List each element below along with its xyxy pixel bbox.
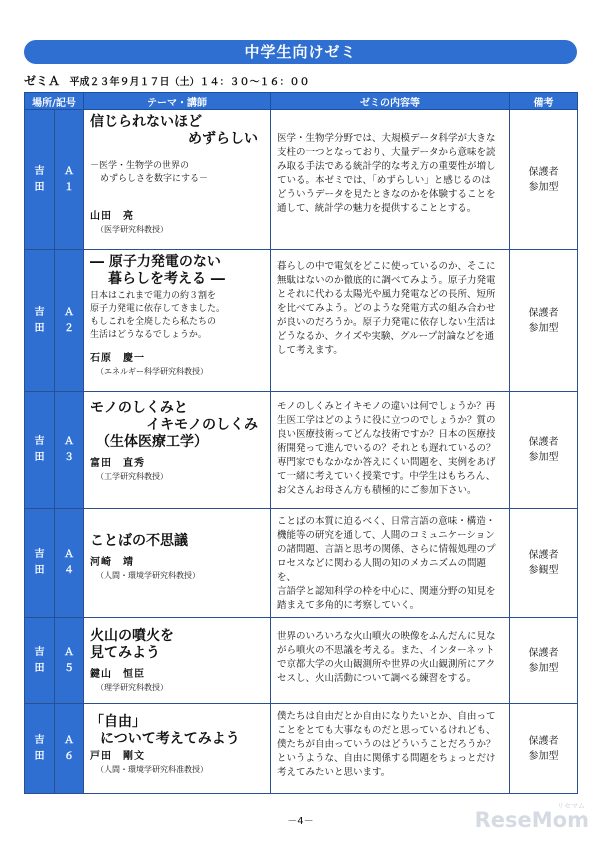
page-number: －4－ [287, 816, 314, 827]
instructor: 戸田 剛文 （人間・環境学研究科准教授） [90, 751, 208, 774]
code-cell: Ａ １ [55, 110, 84, 250]
place-cell: 吉 田 [25, 618, 55, 704]
content-cell: 世界のいろいろな火山噴火の映像をふんだんに見な がら噴火の不思議を考える。また、インターネット で京都大学の火山観測所や世界の火山観測所にアク セスし、火山活動について調べる練習をする。 [271, 618, 510, 704]
seminar-title: 「自由」 について考えてみよう [90, 714, 240, 747]
code-cell: Ａ ６ [55, 704, 84, 794]
instructor: 山田 亮 （医学研究科教授） [90, 211, 168, 234]
table-row [25, 250, 578, 392]
note-cell: 保護者 参加型 [510, 392, 578, 509]
instructor: 富田 直秀 （工学研究科教授） [90, 458, 168, 481]
theme-cell [84, 392, 271, 509]
note-cell: 保護者 参加型 [510, 704, 578, 794]
instructor: 石原 慶一 （エネルギー科学研究科教授） [90, 353, 208, 376]
content-cell: ことばの本質に迫るべく、日常言語の意味・構造・ 機能等の研究を通して、人間のコミュニケーション の諸問題、言語と思考の関係、さらに情報処理のプ ロセスなどに関わる人間の知のメカニズムの問題を、 言語学と認知科学の枠を中心に、関連分野の知見を 踏まえて多角的に考察していく。 [271, 509, 510, 618]
table-row [25, 110, 578, 250]
table-row [25, 509, 578, 618]
code-cell: Ａ ５ [55, 618, 84, 704]
table-row [25, 392, 578, 509]
instructor: 鍵山 恒臣 （理学研究科教授） [90, 669, 168, 692]
seminar-subtitle: －医学・生物学の世界の めずらしさを数字にする－ [90, 161, 209, 184]
place-cell: 吉 田 [25, 250, 55, 392]
header-theme: テーマ・講師 [84, 93, 271, 110]
note-cell: 保護者 参加型 [510, 618, 578, 704]
session-label: ゼミＡ [24, 74, 61, 88]
theme-cell [84, 250, 271, 392]
note-cell: 保護者 参加型 [510, 110, 578, 250]
content-cell: モノのしくみとイキモノの違いは何でしょうか？再 生医工学はどのように役に立つのでしょうか？質の 良い医療技術ってどんな技術ですか？日本の医療技 術開発って進んでいるの？それとも遅れているの？ 専門家でもなかなか答えにくい問題を、実例をあげ て一緒に考えていく授業です。中学生はもちろん、 お父さんお母さん方も積極的にご参加下さい。 [271, 392, 510, 509]
session-header [24, 72, 310, 89]
content-cell: 僕たちは自由だとか自由になりたいとか、自由って ことをとても大事なものだと思っているけれども、 僕たちが自由っていうのはどういうことだろうか？ というような、自由に関係する問題をちょっとだけ 考えてみたいと思います。 [271, 704, 510, 794]
table-row [25, 704, 578, 794]
seminar-table [24, 92, 578, 794]
page-banner: 中学生向けゼミ [24, 40, 577, 64]
theme-cell [84, 704, 271, 794]
table-header-row [25, 93, 578, 110]
note-cell: 保護者 参観型 [510, 509, 578, 618]
seminar-title: モノのしくみと イキモノのしくみ （生体医療工学） [90, 400, 258, 450]
theme-cell [84, 618, 271, 704]
table-row [25, 618, 578, 704]
instructor: 河崎 靖 （人間・環境学研究科教授） [90, 557, 200, 580]
place-cell: 吉 田 [25, 110, 55, 250]
seminar-title: 火山の噴火を 見てみよう [90, 628, 174, 661]
code-cell: Ａ ４ [55, 509, 84, 618]
seminar-subtitle: 日本はこれまで電力の約３割を 原子力発電に依存してきました。 もしこれを全廃したら私たちの 生活はどうなるでしょうか。 [90, 291, 226, 340]
header-place: 場所/記号 [25, 93, 84, 110]
seminar-title: 信じられないほど めずらしい [90, 114, 258, 147]
place-cell: 吉 田 [25, 509, 55, 618]
code-cell: Ａ ２ [55, 250, 84, 392]
seminar-title: ことばの不思議 [90, 533, 188, 549]
header-note: 備考 [510, 93, 578, 110]
content-cell: 暮らしの中で電気をどこに使っているのか、そこに 無駄はないのか徹底的に調べてみよう。原子力発電 とそれに代わる太陽光や風力発電などの長所、短所 を比べてみよう。どのような発電方式の組み合わせ が良いのだろうか。原子力発電に依存しない生活は どうなるか、クイズや実験、グループ討論などを通 して考えます。 [271, 250, 510, 392]
place-cell: 吉 田 [25, 392, 55, 509]
place-cell: 吉 田 [25, 704, 55, 794]
theme-cell [84, 509, 271, 618]
header-content: ゼミの内容等 [271, 93, 510, 110]
note-cell: 保護者 参加型 [510, 250, 578, 392]
resemom-logo: ReseMom リセマム [474, 802, 589, 832]
session-datetime: 平成２３年９月１７日（土）１４：３０～１６：００ [69, 77, 310, 88]
theme-cell [84, 110, 271, 250]
seminar-title: ― 原子力発電のない 暮らしを考える ― [90, 254, 225, 287]
content-cell: 医学・生物学分野では、大規模データ科学が大きな 支柱の一つとなっており、大量データから意味を読 み取る手法である統計学的な考え方の重要性が増し ている。本ゼミでは、「めずらしい」と感じるのは どういうデータを見たときなのかを体験することを 通して、統計学の魅力を提供することとする。 [271, 110, 510, 250]
code-cell: Ａ ３ [55, 392, 84, 509]
